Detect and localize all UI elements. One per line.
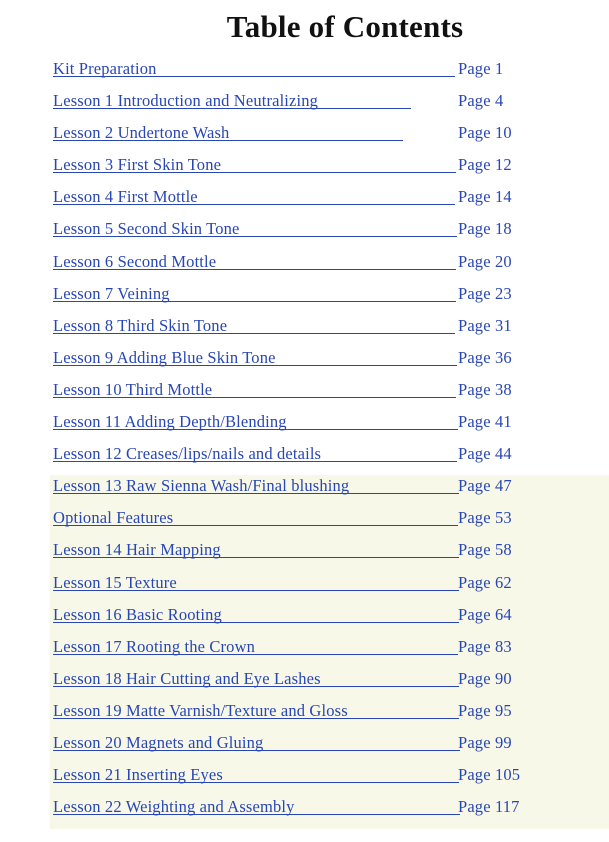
toc-entry-page: Page 12: [458, 155, 512, 175]
toc-entry[interactable]: [53, 57, 593, 89]
toc-entry-label: Lesson 8 Third Skin Tone: [53, 315, 228, 335]
toc-entry-label: Lesson 10 Third Mottle: [53, 379, 213, 399]
toc-entry-label: Lesson 6 Second Mottle: [53, 251, 217, 271]
toc-entry[interactable]: [53, 635, 593, 667]
toc-entry[interactable]: [53, 121, 593, 153]
toc-entry-page: Page 10: [458, 123, 512, 143]
toc-entry-page: Page 64: [458, 604, 512, 624]
toc-entry-label: Lesson 2 Undertone Wash: [53, 123, 230, 143]
toc-entry-page: Page 38: [458, 379, 512, 399]
toc-entry[interactable]: [53, 250, 593, 282]
toc-entry[interactable]: [53, 153, 593, 185]
toc-entry-label: Lesson 1 Introduction and Neutralizing: [53, 91, 319, 111]
toc-entry-label: Lesson 13 Raw Sienna Wash/Final blushing: [53, 476, 350, 496]
toc-entry-label: Optional Features: [53, 508, 174, 528]
toc-entry[interactable]: [53, 699, 593, 731]
toc-entry-page: Page 53: [458, 508, 512, 528]
toc-entry-label: Lesson 20 Magnets and Gluing: [53, 732, 264, 752]
toc-entry-page: Page 41: [458, 412, 512, 432]
toc-entry-label: Lesson 5 Second Skin Tone: [53, 219, 240, 239]
toc-entry[interactable]: [53, 795, 593, 827]
toc-entry[interactable]: [53, 185, 593, 217]
toc-entry-label: Lesson 11 Adding Depth/Blending: [53, 412, 287, 432]
toc-entry[interactable]: [53, 667, 593, 699]
toc-entry[interactable]: [53, 89, 593, 121]
toc-entry-page: Page 14: [458, 187, 512, 207]
toc-entry-page: Page 36: [458, 347, 512, 367]
toc-entry-page: Page 58: [458, 540, 512, 560]
toc-entry-label: Kit Preparation: [53, 59, 157, 78]
toc-entry-page: Page 95: [458, 700, 512, 720]
toc-entry-page: Page 83: [458, 636, 512, 656]
toc-entry-label: Lesson 19 Matte Varnish/Texture and Gloss: [53, 700, 348, 720]
toc-entry-page: Page 117: [458, 797, 520, 817]
toc-entry-page: Page 4: [458, 91, 504, 111]
toc-entry-page: Page 105: [458, 765, 521, 785]
toc-entry[interactable]: [53, 217, 593, 249]
toc-entry[interactable]: [53, 571, 593, 603]
toc-entry-label: Lesson 15 Texture: [53, 572, 177, 592]
toc-entry-label: Lesson 18 Hair Cutting and Eye Lashes: [53, 668, 321, 688]
toc-entry-page: Page 62: [458, 572, 512, 592]
toc-entry[interactable]: [53, 603, 593, 635]
toc-entry[interactable]: [53, 474, 593, 506]
toc-entry[interactable]: [53, 410, 593, 442]
toc-entry-page: Page 1: [458, 59, 504, 78]
toc-entry-label: Lesson 7 Veining: [53, 283, 170, 303]
toc-entry[interactable]: [53, 378, 593, 410]
toc-entry-label: Lesson 21 Inserting Eyes: [53, 765, 223, 785]
toc-entry-page: Page 20: [458, 251, 512, 271]
toc-entry-label: Lesson 22 Weighting and Assembly: [53, 797, 295, 817]
toc-entry[interactable]: [53, 506, 593, 538]
toc-entry[interactable]: [53, 282, 593, 314]
toc-entry-page: Page 18: [458, 219, 512, 239]
toc-entry-page: Page 99: [458, 732, 512, 752]
toc-entry-page: Page 90: [458, 668, 512, 688]
toc-entry-label: Lesson 9 Adding Blue Skin Tone: [53, 347, 276, 367]
table-of-contents: [53, 57, 593, 827]
toc-entry[interactable]: [53, 346, 593, 378]
toc-entry-label: Lesson 16 Basic Rooting: [53, 604, 222, 624]
toc-entry-page: Page 23: [458, 283, 512, 303]
toc-entry[interactable]: [53, 538, 593, 570]
toc-entry[interactable]: [53, 731, 593, 763]
toc-entry-label: Lesson 12 Creases/lips/nails and details: [53, 444, 322, 464]
toc-entry[interactable]: [53, 763, 593, 795]
page-title: Table of Contents: [226, 9, 464, 44]
toc-entry-page: Page 31: [458, 315, 512, 335]
toc-entry-page: Page 47: [458, 476, 512, 496]
toc-entry[interactable]: [53, 442, 593, 474]
toc-entry[interactable]: [53, 314, 593, 346]
toc-entry-label: Lesson 17 Rooting the Crown: [53, 636, 256, 656]
toc-entry-label: Lesson 4 First Mottle: [53, 187, 198, 207]
toc-entry-page: Page 44: [458, 444, 512, 464]
toc-entry-label: Lesson 3 First Skin Tone: [53, 155, 222, 175]
toc-entry-label: Lesson 14 Hair Mapping: [53, 540, 221, 560]
